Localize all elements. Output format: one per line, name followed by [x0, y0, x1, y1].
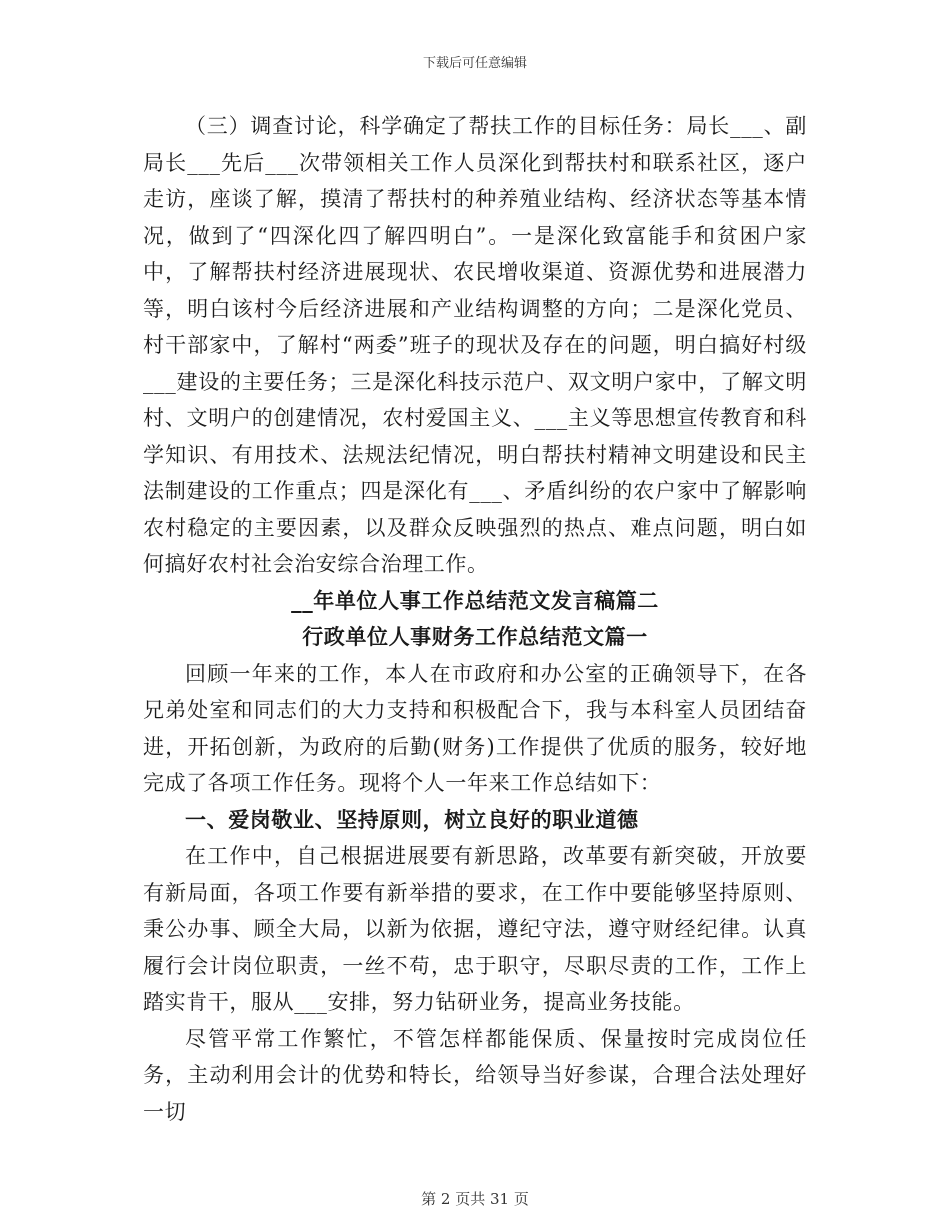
subheading-ethics: 一、爱岗敬业、坚持原则，树立良好的职业道德	[185, 807, 639, 832]
section-title-2: 行政单位人事财务工作总结范文篇一	[302, 625, 648, 649]
paragraph-work: 在工作中，自己根据进展要有新思路，改革要有新突破，开放要有新局面，各项工作要有新举措的要求，在工作中要能够坚持原则、秉公办事、顾全大局，以新为依据，遵纪守法，遵守财经纪律。认真履行会计岗位职责，一丝不苟，忠于职守，尽职尽责的工作，工作上踏实肯干，服从___安排，努力钻研业务，提高业务技能。	[143, 844, 807, 1014]
section-title-1: __年单位人事工作总结范文发言稿篇二	[291, 588, 659, 613]
page-header: 下载后可任意编辑	[422, 56, 527, 71]
document-body	[143, 108, 807, 1130]
page-footer: 第 2 页共 31 页	[421, 1190, 529, 1208]
paragraph-investigation: （三）调查讨论，科学确定了帮扶工作的目标任务：局长___、副局长___先后___次带领相关工作人员深化到帮扶村和联系社区，逐户走访，座谈了解，摸清了帮扶村的种养殖业结构、经济状态等基本情况，做到了“四深化四了解四明白”。一是深化致富能手和贫困户家中，了解帮扶村经济进展现状、农民增收渠道、资源优势和进展潜力等，明白该村今后经济进展和产业结构调整的方向；二是深化党员、村干部家中，了解村“两委”班子的现状及存在的问题，明白搞好村级___建设的主要任务；三是深化科技示范户、双文明户家中，了解文明村、文明户的创建情况，农村爱国主义、___主义等思想宣传教育和科学知识、有用技术、法规法纪情况，明白帮扶村精神文明建设和民主法制建设的工作重点；四是深化有___、矛盾纠纷的农户家中了解影响农村稳定的主要因素，以及群众反映强烈的热点、难点问题，明白如何搞好农村社会治安综合治理工作。	[143, 114, 807, 576]
paragraph-busy: 尽管平常工作繁忙，不管怎样都能保质、保量按时完成岗位任务，主动利用会计的优势和特长，给领导当好参谋，合理合法处理好一切	[143, 1026, 807, 1124]
paragraph-review: 回顾一年来的工作，本人在市政府和办公室的正确领导下，在各兄弟处室和同志们的大力支持和积极配合下，我与本科室人员团结奋进，开拓创新，为政府的后勤(财务)工作提供了优质的服务，较好地完成了各项工作任务。现将个人一年来工作总结如下：	[143, 661, 807, 795]
